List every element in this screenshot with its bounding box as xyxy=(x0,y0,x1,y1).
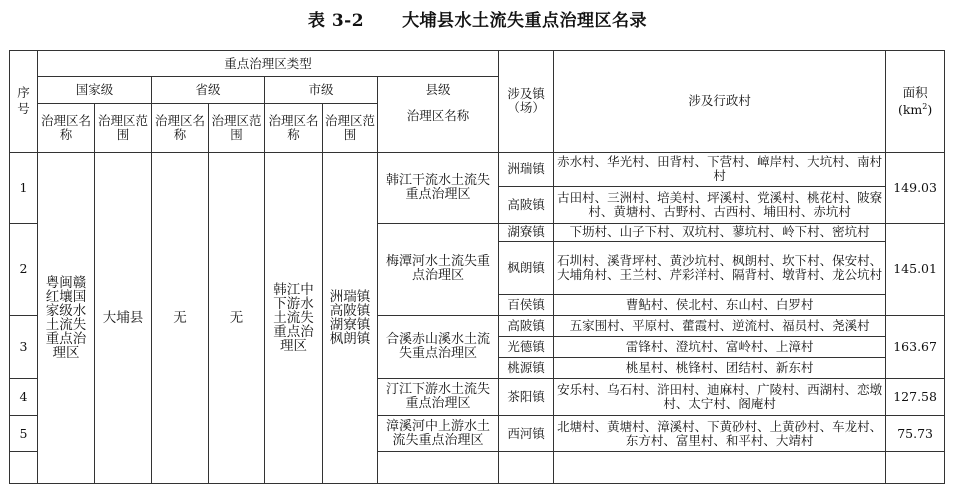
table-row xyxy=(10,152,945,187)
header-county-label: 县级 xyxy=(425,82,451,98)
row-area: 145.01 xyxy=(886,223,945,315)
total-muni-blank xyxy=(378,452,499,484)
villages: 五家围村、平原村、藿霞村、逆流村、福员村、尧溪村 xyxy=(554,316,886,336)
table-number: 表 3-2 xyxy=(307,11,365,31)
row-seq: 2 xyxy=(10,223,38,315)
total-county-blank xyxy=(554,452,886,484)
villages: 赤水村、华光村、田背村、下营村、嶂岸村、大坑村、南村村 xyxy=(554,152,886,187)
town: 高陂镇 xyxy=(499,187,554,224)
total-muni-scope-blank xyxy=(499,452,554,484)
header-muni-scope: 治理区范围 xyxy=(323,103,378,152)
total-town-blank xyxy=(886,452,945,484)
town: 百侯镇 xyxy=(499,294,554,315)
county-zone-name: 韩江干流水土流失重点治理区 xyxy=(378,152,499,223)
villages: 安乐村、乌石村、浒田村、迪麻村、广陵村、西湖村、恋墩村、太宁村、阁庵村 xyxy=(554,379,886,416)
header-prov-scope: 治理区范围 xyxy=(209,103,265,152)
header-county xyxy=(378,77,499,152)
town: 桃源镇 xyxy=(499,357,554,378)
header-provincial: 省级 xyxy=(152,77,265,103)
prov-zone-scope: 无 xyxy=(209,152,265,483)
muni-zone-name: 韩江中下游水土流失重点治理区 xyxy=(265,152,323,483)
priority-zone-table xyxy=(9,50,945,484)
header-national-scope: 治理区范围 xyxy=(95,103,152,152)
header-county-zone-name: 治理区名称 xyxy=(406,108,470,124)
county-zone-name: 合溪赤山溪水土流失重点治理区 xyxy=(378,316,499,379)
town: 光德镇 xyxy=(499,336,554,357)
row-area: 149.03 xyxy=(886,152,945,223)
villages: 古田村、三洲村、培美村、坪溪村、党溪村、桃花村、陂寮村、黄塘村、古野村、古西村、埔田村、赤坑村 xyxy=(554,187,886,224)
header-national-name: 治理区名称 xyxy=(38,103,95,152)
row-area: 163.67 xyxy=(886,316,945,379)
villages: 曹鲇村、侯北村、东山村、白罗村 xyxy=(554,294,886,315)
row-area: 127.58 xyxy=(886,379,945,416)
header-area-label: 面积 xyxy=(902,84,928,100)
table-title xyxy=(0,6,955,31)
prov-zone-name: 无 xyxy=(152,152,209,483)
header-area xyxy=(886,51,945,153)
row-seq: 5 xyxy=(10,415,38,452)
row-seq: 1 xyxy=(10,152,38,223)
row-area: 75.73 xyxy=(886,415,945,452)
header-villages: 涉及行政村 xyxy=(554,51,886,153)
header-area-unit: $(km^2)$ xyxy=(897,101,933,117)
villages: 石圳村、溪背坪村、黄沙坑村、枫朗村、坎下村、保安村、大埔角村、王兰村、芹彩洋村、隔背村、墩背村、龙公坑村 xyxy=(554,242,886,295)
header-municipal: 市级 xyxy=(265,77,378,103)
row-seq: 3 xyxy=(10,316,38,379)
row-seq: 4 xyxy=(10,379,38,416)
header-type-group: 重点治理区类型 xyxy=(38,51,499,77)
town: 茶阳镇 xyxy=(499,379,554,416)
header-towns: 涉及镇（场） xyxy=(499,51,554,153)
town: 高陂镇 xyxy=(499,316,554,336)
county-zone-name: 漳溪河中上游水土流失重点治理区 xyxy=(378,415,499,452)
county-zone-name: 汀江下游水土流失重点治理区 xyxy=(378,379,499,416)
table-caption: 大埔县水土流失重点治理区名录 xyxy=(402,11,648,31)
villages: 雷锋村、澄坑村、富岭村、上漳村 xyxy=(554,336,886,357)
county-zone-name: 梅潭河水土流失重点治理区 xyxy=(378,223,499,315)
header-muni-name: 治理区名称 xyxy=(265,103,323,152)
villages: 下坜村、山子下村、双坑村、蓼坑村、岭下村、密坑村 xyxy=(554,223,886,241)
villages: 北塘村、黄塘村、漳溪村、下黄砂村、上黄砂村、车龙村、东方村、富里村、和平村、大靖村 xyxy=(554,415,886,452)
national-zone-name: 粤闽赣红壤国家级水土流失重点治理区 xyxy=(38,152,95,483)
villages: 桃星村、桃锋村、团结村、新东村 xyxy=(554,357,886,378)
header-national: 国家级 xyxy=(38,77,152,103)
total-seq-blank xyxy=(10,452,38,484)
muni-zone-scope: 洲瑞镇高陂镇湖寮镇枫朗镇 xyxy=(323,152,378,483)
town: 枫朗镇 xyxy=(499,242,554,295)
header-seq: 序号 xyxy=(10,51,38,153)
town: 湖寮镇 xyxy=(499,223,554,241)
national-zone-scope: 大埔县 xyxy=(95,152,152,483)
header-prov-name: 治理区名称 xyxy=(152,103,209,152)
town: 西河镇 xyxy=(499,415,554,452)
town: 洲瑞镇 xyxy=(499,152,554,187)
